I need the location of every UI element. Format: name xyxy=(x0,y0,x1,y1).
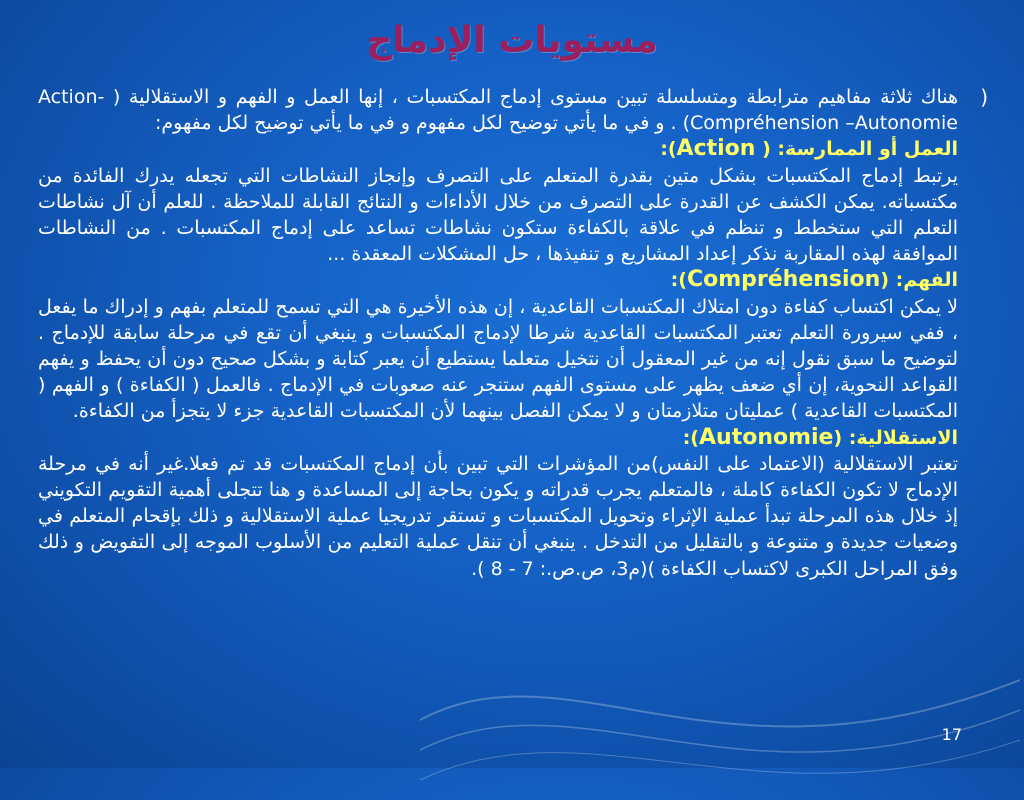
section-heading-action xyxy=(38,136,988,162)
section-heading-comprehension xyxy=(38,267,988,293)
section-heading-action-ar: العمل أو الممارسة: ( xyxy=(755,138,958,161)
slide-title: مستويات الإدماج xyxy=(366,20,658,61)
page-number: 17 xyxy=(941,725,962,744)
section-heading-autonomie xyxy=(38,425,988,451)
section-heading-comprehension-ar: الفهم: ( xyxy=(880,269,958,292)
intro-paragraph: هناك ثلاثة مفاهيم مترابطة ومتسلسلة تبين مستوى إدماج المكتسبات ، إنها العمل و الفهم و الاستقلالية ( Action- Compréhension –Autonomie) . و في ما يأتي توضيح لكل مفهوم و في ما يأتي توضيح لكل مفهوم: xyxy=(38,86,958,135)
bullet-icon: ( xyxy=(980,85,988,109)
section-body-action: يرتبط إدماج المكتسبات بشكل متين بقدرة المتعلم على التصرف وإنجاز النشاطات التي تجعله يدرك الفائدة من مكتسباته. يمكن الكشف عن القدرة على التصرف من خلال الأداءات و النتائج القابلة للملاحظة . للعلم أن آل نشاطات التعلم التي ستخطط و تنظم في علاقة بالكفاءة ستكون نشاطات تساعد على إدماج المكتسبات . من النشاطات الموافقة لهذه المقاربة نذكر إعداد المشاريع و تنفيذها ، حل المشكلات المعقدة ... xyxy=(38,164,958,266)
section-heading-action-fr: Action xyxy=(676,136,756,162)
section-heading-autonomie-fr: Autonomie xyxy=(699,424,834,450)
section-heading-autonomie-ar: الاستقلالية: ( xyxy=(833,426,958,449)
section-heading-autonomie-end: ): xyxy=(682,426,699,449)
section-body-autonomie: تعتبر الاستقلالية (الاعتماد على النفس)من المؤشرات التي تبين بأن إدماج المكتسبات قد تم فعلا.غير أنه في مرحلة الإدماج لا تكون الكفاءة كاملة ، فالمتعلم يجرب قدراته و يكون بحاجة إلى المساعدة و هنا تتجلى أهمية التقويم التكويني إذ خلال هذه المرحلة تبدأ عملية الإثراء وتحويل المكتسبات و تستقر تدريجيا عملية الاستقلالية و ذلك بإقحام المتعلم في وضعيات جديدة و متنوعة و بالتقليل من التدخل . ينبغي أن تنقل عملية التعليم من الأسلوب الموجه إلى التفويض و ذلك وفق المراحل الكبرى لاكتساب الكفاءة )(م3، ص.ص.: 7 - 8 ). xyxy=(38,452,958,580)
section-body-comprehension: لا يمكن اكتساب كفاءة دون امتلاك المكتسبات القاعدية ، إن هذه الأخيرة هي التي تسمح للمتعلم بفهم و إدراك ما يفعل ، ففي سيرورة التعلم تعتبر المكتسبات القاعدية شرطا لإدماج المكتسبات و ينبغي أن تقع في مرحلة سابقة للإدماج . لتوضيح ما سبق نقول إنه من غير المعقول أن نتخيل متعلما يستطيع أن يعبر كتابة و بشكل صحيح دون أن يحفظ و يفهم القواعد النحوية، إن أي ضعف يظهر على مستوى الفهم ستنجر عنه صعوبات في الإدماج . فالعمل ( الكفاءة ) و الفهم ( المكتسبات القاعدية ) عمليتان متلازمتان و لا يمكن الفصل بينهما لأن المكتسبات القاعدية جزء لا يتجزأ من الكفاءة. xyxy=(38,295,958,423)
section-heading-comprehension-fr: Compréhension xyxy=(686,267,881,293)
section-heading-action-end: ): xyxy=(660,138,677,161)
slide-body xyxy=(38,84,988,582)
section-heading-comprehension-end: ): xyxy=(670,269,687,292)
